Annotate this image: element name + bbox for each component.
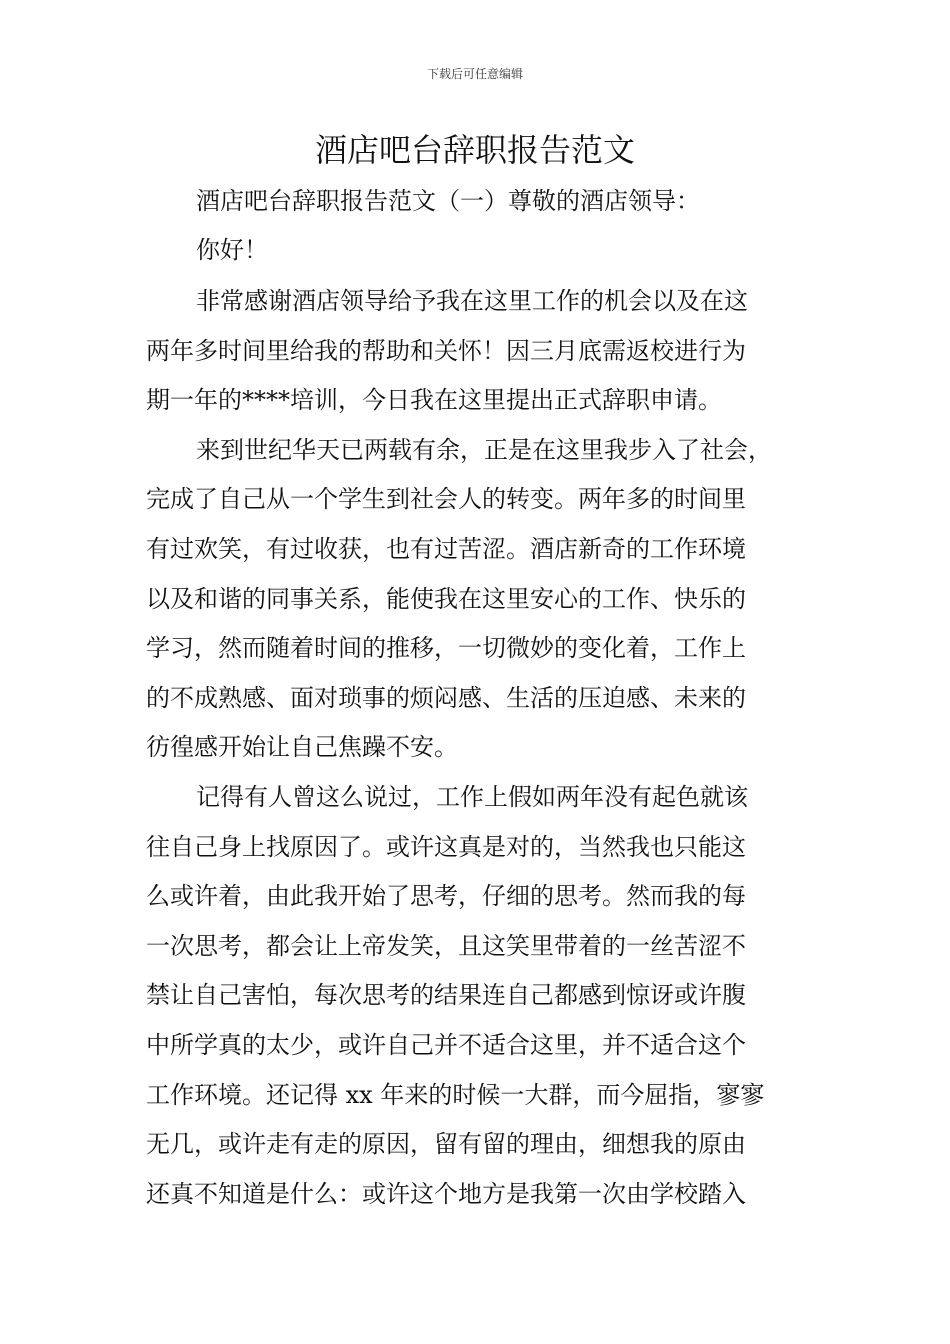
- page-header-note: 下载后可任意编辑: [426, 67, 523, 81]
- body-line: 两年多时间里给我的帮助和关怀！因三月底需返校进行为: [146, 337, 746, 365]
- body-line: 记得有人曾这么说过，工作上假如两年没有起色就该: [196, 783, 748, 811]
- body-line: 你好！: [196, 236, 268, 264]
- body-line: 完成了自己从一个学生到社会人的转变。两年多的时间里: [146, 485, 746, 513]
- body-line: 工作环境。还记得 xx 年来的时候一大群，而今屈指，寥寥: [146, 1081, 765, 1109]
- body-line: 禁让自己害怕，每次思考的结果连自己都感到惊讶或许腹: [146, 981, 746, 1009]
- body-line: 期一年的****培训，今日我在这里提出正式辞职申请。: [146, 386, 722, 414]
- document-title: 酒店吧台辞职报告范文: [314, 131, 635, 169]
- body-line: 中所学真的太少，或许自己并不适合这里，并不适合这个: [146, 1031, 746, 1059]
- body-line: 来到世纪华天已两载有余，正是在这里我步入了社会，: [196, 436, 772, 464]
- body-line: 的不成熟感、面对琐事的烦闷感、生活的压迫感、未来的: [146, 684, 746, 712]
- body-line: 酒店吧台辞职报告范文（一）尊敬的酒店领导：: [196, 187, 700, 215]
- body-line: 无几，或许走有走的原因，留有留的理由，细想我的原由: [146, 1130, 746, 1158]
- body-line: 以及和谐的同事关系，能使我在这里安心的工作、快乐的: [146, 585, 746, 613]
- body-line: 有过欢笑，有过收获，也有过苦涩。酒店新奇的工作环境: [146, 535, 746, 563]
- body-line: 彷徨感开始让自己焦躁不安。: [146, 733, 458, 761]
- body-line: 么或许着，由此我开始了思考，仔细的思考。然而我的每: [146, 882, 746, 910]
- body-line: 一次思考，都会让上帝发笑，且这笑里带着的一丝苦涩不: [146, 932, 746, 960]
- body-line: 非常感谢酒店领导给予我在这里工作的机会以及在这: [196, 287, 748, 315]
- body-line: 还真不知道是什么：或许这个地方是我第一次由学校踏入: [146, 1180, 746, 1208]
- body-line: 学习，然而随着时间的推移，一切微妙的变化着，工作上: [146, 634, 746, 662]
- body-line: 往自己身上找原因了。或许这真是对的，当然我也只能这: [146, 833, 746, 861]
